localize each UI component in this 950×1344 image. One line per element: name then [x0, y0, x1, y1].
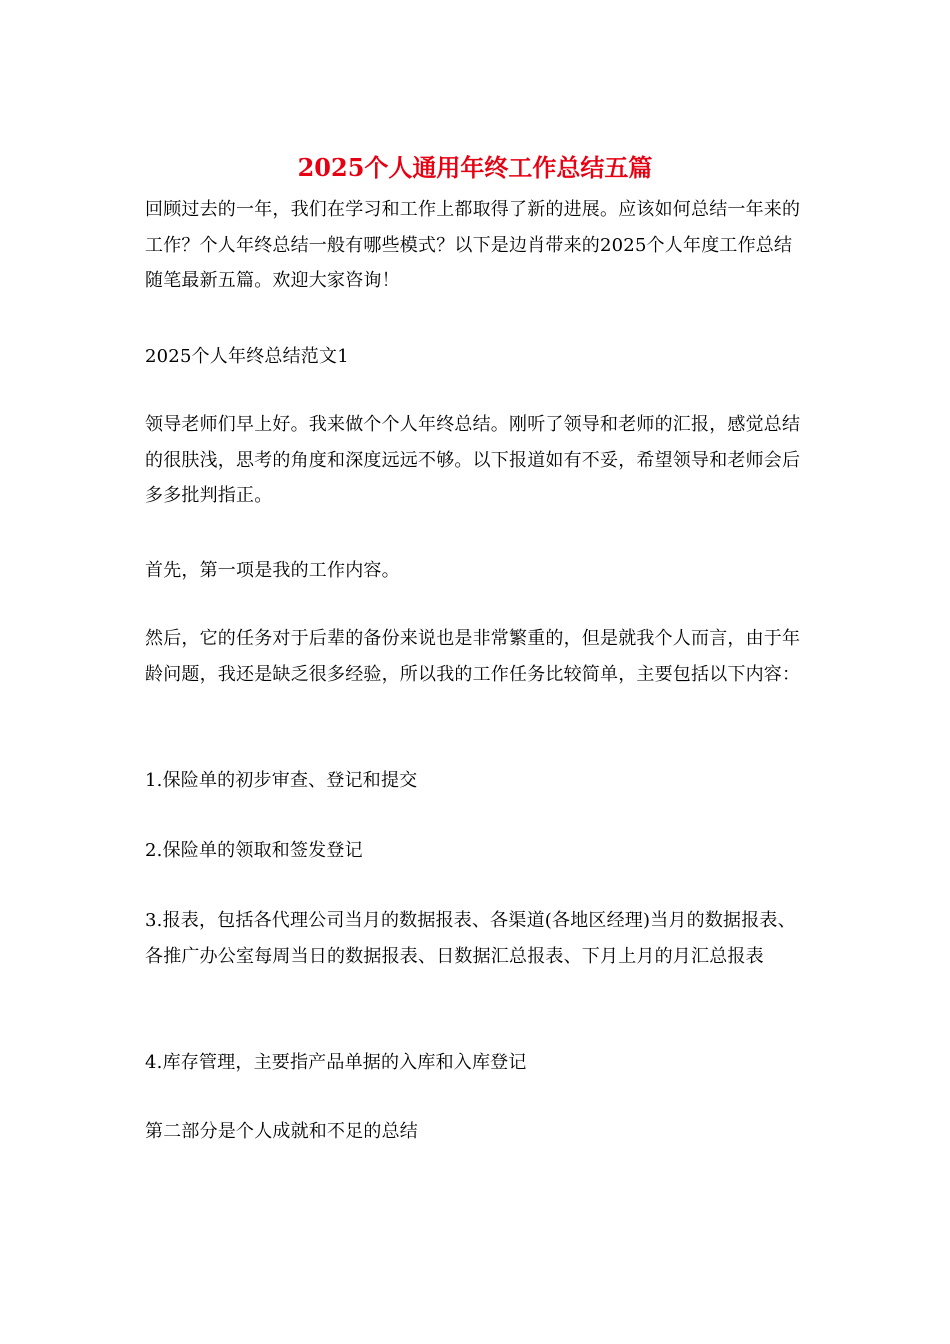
- list-item-4: 4.库存管理，主要指产品单据的入库和入库登记: [145, 1052, 527, 1073]
- sample-heading: 2025个人年终总结范文1: [145, 346, 349, 367]
- list-item-2: 2.保险单的领取和签发登记: [145, 840, 363, 861]
- first-item-paragraph: 首先，第一项是我的工作内容。: [145, 560, 400, 581]
- greeting-paragraph: 领导老师们早上好。我来做个个人年终总结。刚听了领导和老师的汇报，感觉总结的很肤浅，思考的角度和深度远远不够。以下报道如有不妥，希望领导和老师会后多多批判指正。: [145, 414, 801, 506]
- task-description-paragraph: 然后，它的任务对于后辈的备份来说也是非常繁重的，但是就我个人而言，由于年龄问题，我还是缺乏很多经验，所以我的工作任务比较简单，主要包括以下内容：: [145, 628, 801, 685]
- list-item-1: 1.保险单的初步审查、登记和提交: [145, 770, 418, 791]
- list-item-3: 3.报表，包括各代理公司当月的数据报表、各渠道(各地区经理)当月的数据报表、各推广办公室每周当日的数据报表、日数据汇总报表、下月上月的月汇总报表: [145, 910, 796, 967]
- intro-paragraph: 回顾过去的一年，我们在学习和工作上都取得了新的进展。应该如何总结一年来的工作？个人年终总结一般有哪些模式？以下是边肖带来的2025个人年度工作总结随笔最新五篇。欢迎大家咨询！: [145, 199, 801, 291]
- section-two-heading: 第二部分是个人成就和不足的总结: [145, 1121, 418, 1142]
- document-title: 2025个人通用年终工作总结五篇: [297, 153, 653, 182]
